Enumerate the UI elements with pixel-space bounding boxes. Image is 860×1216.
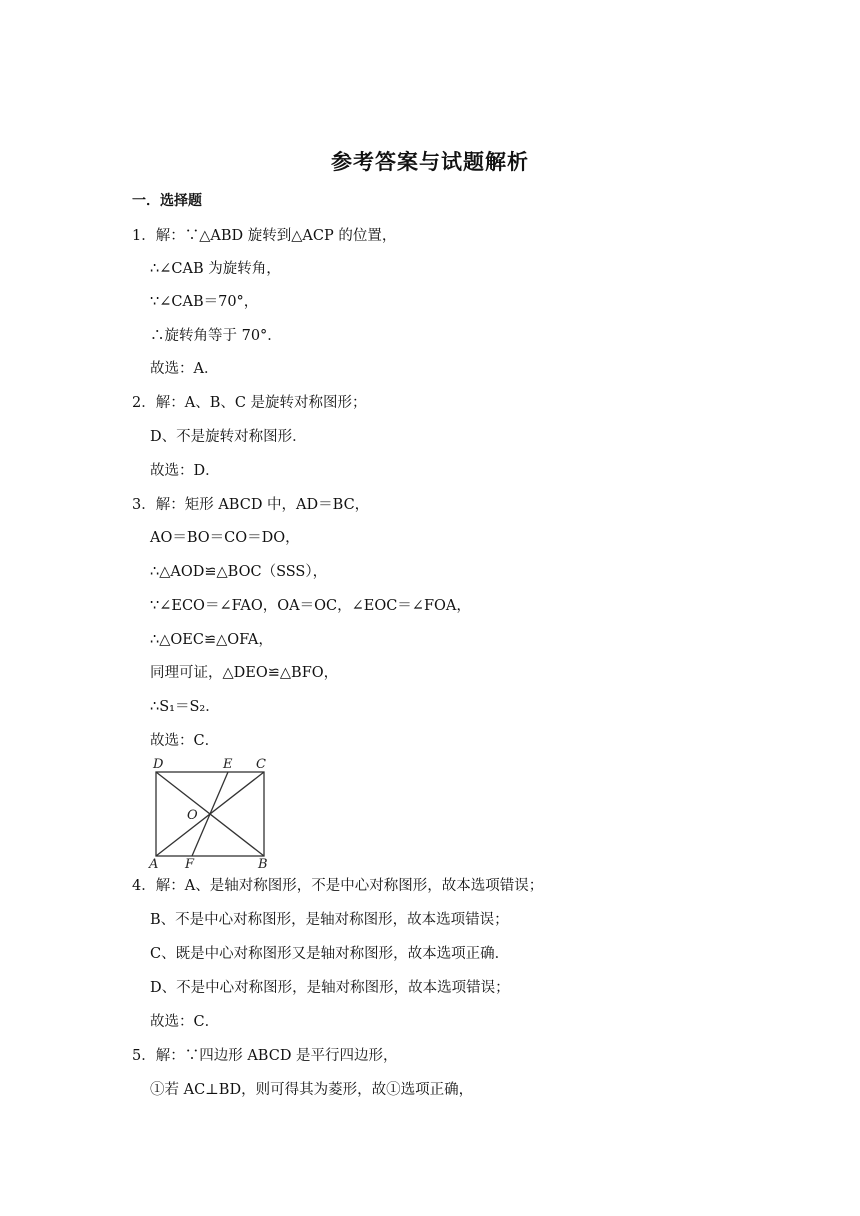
answer-line: 故选：C．	[150, 1014, 220, 1030]
answer-line: 故选：D．	[150, 463, 220, 479]
answer-line: 4．解：A、是轴对称图形，不是中心对称图形，故本选项错误；	[132, 878, 544, 894]
rectangle-figure	[146, 756, 276, 870]
answer-line: ∴△OEC≌△OFA，	[150, 632, 273, 648]
answer-line: 同理可证，△DEO≌△BFO，	[150, 665, 339, 681]
answer-line: 故选：A．	[150, 361, 219, 377]
label-d: D	[153, 757, 164, 772]
page-title: 参考答案与试题解析	[331, 150, 529, 174]
answer-line: ∵∠CAB＝70°，	[150, 294, 259, 310]
label-b: B	[258, 857, 268, 870]
answer-line: ∵∠ECO＝∠FAO，OA＝OC，∠EOC＝∠FOA，	[150, 598, 471, 614]
answer-line: 5．解：∵四边形 ABCD 是平行四边形，	[132, 1048, 398, 1064]
label-f: F	[185, 857, 195, 870]
label-c: C	[256, 757, 266, 772]
answer-line: 1．解：∵△ABD 旋转到△ACP 的位置，	[132, 228, 397, 244]
answer-line: 故选：C．	[150, 733, 220, 749]
label-e: E	[223, 757, 233, 772]
label-o: O	[187, 808, 198, 823]
answer-line: D、不是中心对称图形，是轴对称图形，故本选项错误；	[150, 980, 510, 996]
answer-line: D、不是旋转对称图形．	[150, 429, 307, 445]
answer-line: ∴△AOD≌△BOC（SSS），	[150, 564, 328, 580]
answer-line: ∴S₁＝S₂．	[150, 699, 220, 715]
answer-line: 2．解：A、B、C 是旋转对称图形；	[132, 395, 367, 411]
section-heading: 一．选择题	[132, 193, 202, 209]
answer-line: ∴∠CAB 为旋转角，	[150, 261, 281, 277]
label-a: A	[149, 857, 159, 870]
answer-line: ①若 AC⊥BD，则可得其为菱形，故①选项正确，	[150, 1082, 474, 1098]
answer-line: B、不是中心对称图形，是轴对称图形，故本选项错误；	[150, 912, 509, 928]
answer-line: AO＝BO＝CO＝DO，	[150, 530, 300, 546]
answer-line: ∴旋转角等于 70°．	[150, 328, 282, 344]
answer-line: C、既是中心对称图形又是轴对称图形，故本选项正确．	[150, 946, 510, 962]
answer-line: 3．解：矩形 ABCD 中，AD＝BC，	[132, 497, 370, 513]
